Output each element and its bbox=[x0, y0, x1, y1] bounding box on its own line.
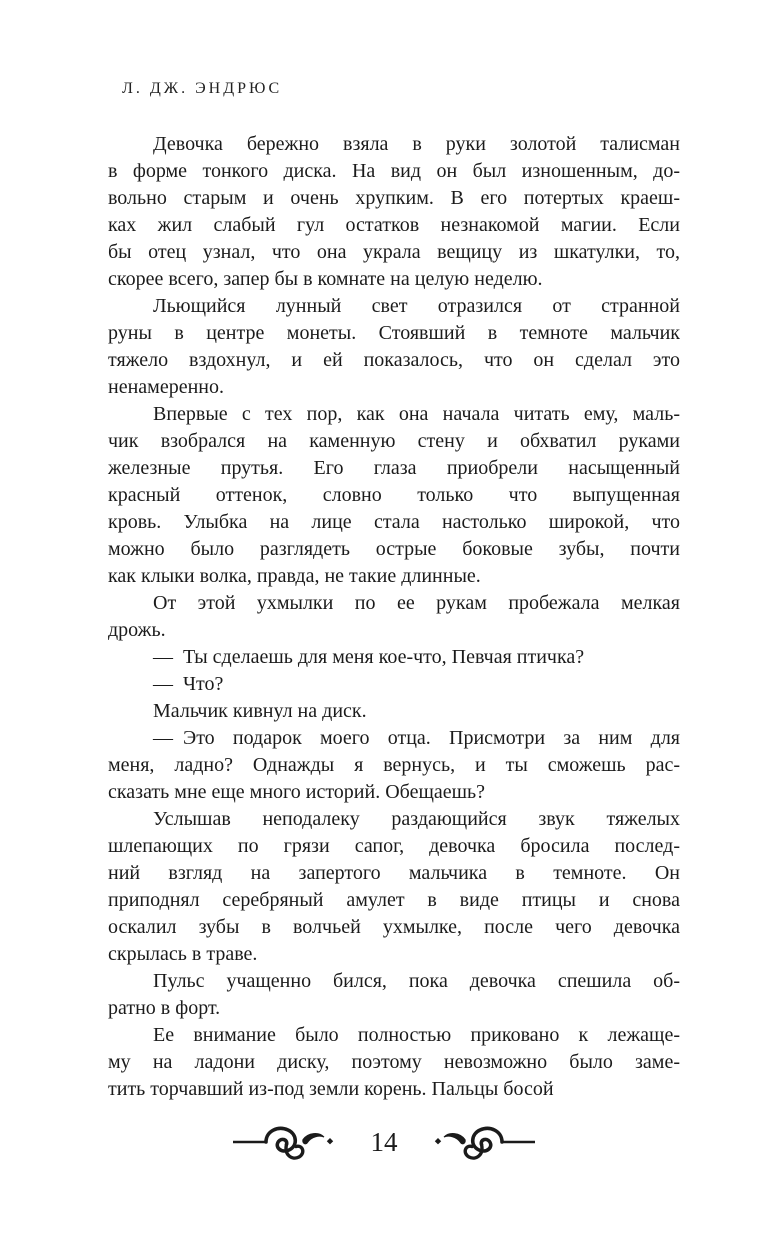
text-line: красный оттенок, словно только что выпущенная bbox=[108, 484, 680, 506]
text-line: ненамеренно. bbox=[108, 376, 224, 398]
text-line: Услышав неподалеку раздающийся звук тяжелых bbox=[153, 808, 680, 830]
text-line: му на ладони диску, поэтому невозможно было заме- bbox=[108, 1051, 680, 1073]
text-line: Льющийся лунный свет отразился от странной bbox=[153, 295, 680, 317]
text-line: скрылась в траве. bbox=[108, 943, 258, 965]
swirl-flourish-right-icon bbox=[431, 1122, 535, 1162]
page-number: 14 bbox=[370, 1126, 398, 1157]
paragraph bbox=[108, 725, 680, 806]
text-line: Впервые с тех пор, как она начала читать ему, маль- bbox=[153, 403, 680, 425]
text-line: сказать мне еще много историй. Обещаешь? bbox=[108, 781, 485, 803]
text-line: Ее внимание было полностью приковано к лежаще- bbox=[153, 1024, 680, 1046]
paragraph bbox=[108, 698, 680, 725]
text-line: От этой ухмылки по ее рукам пробежала мелкая bbox=[153, 592, 680, 614]
page-footer bbox=[0, 1120, 768, 1164]
text-line: в форме тонкого диска. На вид он был изношенным, до- bbox=[108, 160, 680, 182]
text-line: — Что? bbox=[153, 673, 224, 695]
paragraph bbox=[108, 671, 680, 698]
text-line: кровь. Улыбка на лице стала настолько широкой, что bbox=[108, 511, 680, 533]
text-line: ний взгляд на запертого мальчика в темноте. Он bbox=[108, 862, 680, 884]
text-line: вольно старым и очень хрупким. В его потертых краеш- bbox=[108, 187, 680, 209]
text-line: тить торчавший из-под земли корень. Пальцы босой bbox=[108, 1078, 554, 1100]
text-line: приподнял серебряный амулет в виде птицы и снова bbox=[108, 889, 680, 911]
text-line: Пульс учащенно бился, пока девочка спешила об- bbox=[153, 970, 680, 992]
text-line: железные прутья. Его глаза приобрели насыщенный bbox=[108, 457, 680, 479]
text-line: руны в центре монеты. Стоявший в темноте мальчик bbox=[108, 322, 680, 344]
paragraph bbox=[108, 590, 680, 644]
running-header-author: Л. ДЖ. ЭНДРЮС bbox=[122, 80, 283, 97]
text-line: бы отец узнал, что она украла вещицу из шкатулки, то, bbox=[108, 241, 680, 263]
text-line: Девочка бережно взяла в руки золотой талисман bbox=[153, 133, 680, 155]
text-line: как клыки волка, правда, не такие длинные. bbox=[108, 565, 481, 587]
text-line: чик взобрался на каменную стену и обхватил руками bbox=[108, 430, 680, 452]
text-line: ках жил слабый гул остатков незнакомой магии. Если bbox=[108, 214, 680, 236]
text-line: оскалил зубы в волчьей ухмылке, после чего девочка bbox=[108, 916, 680, 938]
paragraph bbox=[108, 401, 680, 590]
swirl-flourish-left-icon bbox=[233, 1122, 337, 1162]
paragraph bbox=[108, 131, 680, 293]
text-line: меня, ладно? Однажды я вернусь, и ты сможешь рас- bbox=[108, 754, 680, 776]
paragraph bbox=[108, 806, 680, 968]
text-line: шлепающих по грязи сапог, девочка бросила послед- bbox=[108, 835, 680, 857]
paragraph bbox=[108, 644, 680, 671]
book-text bbox=[108, 131, 680, 1103]
text-line: — Ты сделаешь для меня кое-что, Певчая птичка? bbox=[153, 646, 585, 668]
paragraph bbox=[108, 293, 680, 401]
text-line: тяжело вздохнул, и ей показалось, что он сделал это bbox=[108, 349, 680, 371]
paragraph bbox=[108, 968, 680, 1022]
text-line: можно было разглядеть острые боковые зубы, почти bbox=[108, 538, 680, 560]
text-line: дрожь. bbox=[108, 619, 166, 641]
text-line: ратно в форт. bbox=[108, 997, 221, 1019]
paragraph bbox=[108, 1022, 680, 1103]
text-line: Мальчик кивнул на диск. bbox=[153, 700, 367, 722]
text-line: скорее всего, запер бы в комнате на целую неделю. bbox=[108, 268, 543, 290]
text-line: — Это подарок моего отца. Присмотри за ним для bbox=[153, 727, 680, 749]
